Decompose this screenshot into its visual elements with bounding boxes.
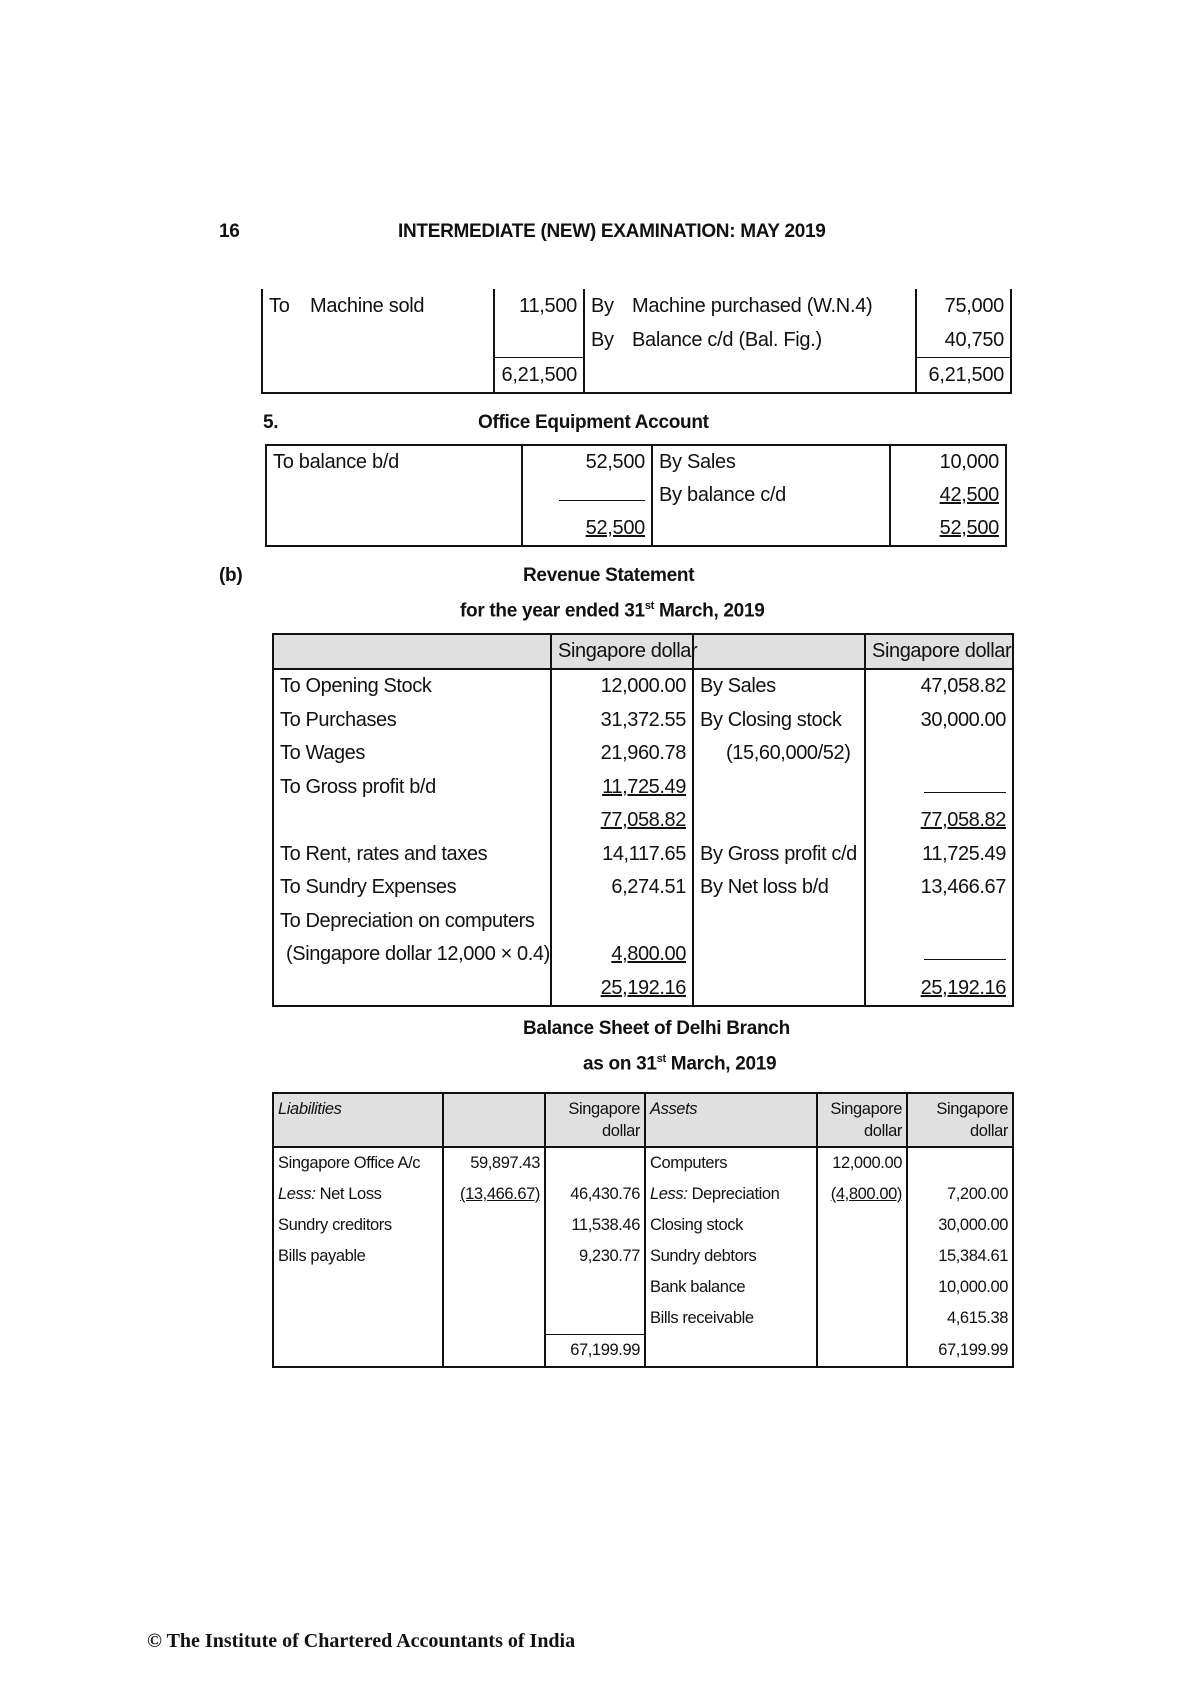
column-header: Singapore dollar: [551, 634, 693, 669]
cr-total: 52,500: [939, 517, 999, 539]
cr-item: By Closing stock: [693, 704, 865, 738]
dr-prefix: [262, 323, 304, 358]
dr-item: Machine sold: [310, 295, 425, 317]
dr-amount: 52,500: [522, 445, 652, 479]
dr-item: (Singapore dollar 12,000 × 0.4): [286, 943, 550, 965]
column-header: Singapore dollar: [817, 1093, 907, 1147]
balance-sheet: [272, 1092, 1014, 1368]
cr-subtotal: 77,058.82: [920, 809, 1006, 831]
dr-amount: 11,725.49: [602, 775, 686, 798]
column-header: Singapore dollar: [545, 1093, 645, 1147]
dr-total: 25,192.16: [600, 976, 686, 999]
table-row: [273, 669, 1013, 704]
column-header: Singapore dollar: [865, 634, 1013, 669]
cr-prefix: By: [584, 323, 626, 358]
dr-amount: 4,800.00: [611, 943, 686, 965]
table-row: [273, 1147, 1013, 1179]
dr-item: To Sundry Expenses: [280, 876, 457, 898]
column-header: Assets: [645, 1093, 817, 1147]
dr-amount: [494, 323, 584, 358]
cr-item: By Net loss b/d: [693, 871, 865, 905]
table-row: [273, 838, 1013, 872]
cr-total: 6,21,500: [916, 358, 1011, 394]
column-header: Singapore dollar: [907, 1093, 1013, 1147]
assets-total: 67,199.99: [907, 1335, 1013, 1368]
liability-item: Bills payable: [278, 1247, 366, 1265]
liability-item: Less: Net Loss: [278, 1185, 382, 1203]
dr-amount: 6,274.51: [551, 871, 693, 905]
revenue-statement: [272, 633, 1014, 1007]
cr-amount: 10,000: [890, 445, 1006, 479]
cr-item: By Sales: [693, 669, 865, 704]
cr-item: Balance c/d (Bal. Fig.): [632, 329, 822, 351]
liability-total: 46,430.76: [545, 1179, 645, 1210]
total-row: [273, 1335, 1013, 1368]
table-row: [273, 1303, 1013, 1335]
asset-item: Less: Depreciation: [645, 1179, 817, 1210]
machinery-account-continuation: [261, 289, 1012, 394]
cr-item: Machine purchased (W.N.4): [632, 295, 873, 317]
liability-amount: (13,466.67): [460, 1185, 540, 1203]
dr-subtotal: 77,058.82: [600, 809, 686, 831]
revenue-subtitle: for the year ended 31st March, 2019: [460, 600, 765, 622]
dr-item: To balance b/d: [273, 451, 399, 473]
section-number: 5.: [263, 412, 279, 433]
table-row: [273, 938, 1013, 972]
cr-prefix: By: [584, 289, 626, 323]
balance-sheet-title: Balance Sheet of Delhi Branch: [523, 1018, 790, 1039]
revenue-title: Revenue Statement: [523, 565, 695, 586]
liability-item: Singapore Office A/c: [278, 1154, 421, 1172]
dr-item: To Purchases: [280, 708, 397, 731]
table-row: [273, 737, 1013, 771]
office-equipment-account: [265, 444, 1007, 547]
table-row: [273, 771, 1013, 805]
dr-amount: 21,960.78: [551, 737, 693, 771]
cr-amount: 75,000: [916, 289, 1011, 323]
cr-total: 25,192.16: [920, 976, 1006, 999]
page-number: 16: [219, 221, 240, 242]
dr-item: To Opening Stock: [280, 675, 432, 697]
dr-total: 6,21,500: [494, 358, 584, 394]
asset-amount: (4,800.00): [830, 1185, 902, 1203]
total-row: [273, 972, 1013, 1007]
table-row: [262, 323, 1011, 358]
dr-item: [304, 323, 494, 358]
table-header: [273, 1093, 1013, 1147]
dr-item: To Wages: [280, 742, 365, 764]
liability-total: 11,538.46: [545, 1210, 645, 1241]
asset-amount: 12,000.00: [817, 1147, 907, 1179]
cr-item: By Gross profit c/d: [693, 838, 865, 872]
asset-total: 7,200.00: [907, 1179, 1013, 1210]
table-row: [273, 1210, 1013, 1241]
balance-sheet-subtitle: as on 31st March, 2019: [583, 1053, 777, 1075]
liability-item: Sundry creditors: [278, 1216, 392, 1234]
asset-total: 4,615.38: [907, 1303, 1013, 1335]
table-row: [266, 479, 1006, 512]
dr-amount: 31,372.55: [551, 704, 693, 738]
dr-item: To Depreciation on computers: [280, 909, 535, 932]
asset-total: 10,000.00: [907, 1272, 1013, 1303]
asset-item: Computers: [645, 1147, 817, 1179]
part-label: (b): [219, 565, 243, 586]
table-row: [273, 905, 1013, 939]
dr-item: To Gross profit b/d: [280, 775, 436, 798]
asset-item: Closing stock: [645, 1210, 817, 1241]
total-row: [262, 358, 1011, 394]
table-row: [273, 871, 1013, 905]
copyright-footer: © The Institute of Chartered Accountants of India: [147, 1630, 576, 1652]
office-equipment-title: Office Equipment Account: [478, 412, 709, 433]
table-header: [273, 634, 1013, 669]
table-row: [266, 445, 1006, 479]
subtotal-row: [273, 804, 1013, 838]
liability-total: 9,230.77: [545, 1241, 645, 1272]
table-row: [262, 289, 1011, 323]
dr-total: 52,500: [585, 517, 645, 539]
total-row: [266, 512, 1006, 546]
cr-amount: 13,466.67: [865, 871, 1013, 905]
liability-amount: 59,897.43: [443, 1147, 545, 1179]
column-header: Liabilities: [273, 1093, 443, 1147]
cr-amount: 40,750: [916, 323, 1011, 358]
asset-item: Bank balance: [645, 1272, 817, 1303]
asset-item: Sundry debtors: [645, 1241, 817, 1272]
dr-amount: 12,000.00: [551, 669, 693, 704]
cr-amount: 30,000.00: [865, 704, 1013, 738]
asset-item: Bills receivable: [645, 1303, 817, 1335]
cr-item: (15,60,000/52): [693, 737, 865, 771]
cr-amount: 47,058.82: [865, 669, 1013, 704]
table-row: [273, 1272, 1013, 1303]
asset-total: 30,000.00: [907, 1210, 1013, 1241]
asset-total: 15,384.61: [907, 1241, 1013, 1272]
table-row: [273, 1241, 1013, 1272]
table-row: [273, 1179, 1013, 1210]
table-row: [273, 704, 1013, 738]
exam-title: INTERMEDIATE (NEW) EXAMINATION: MAY 2019: [398, 221, 826, 242]
dr-item: To Rent, rates and taxes: [280, 842, 488, 865]
dr-amount: 11,500: [494, 289, 584, 323]
liabilities-total: 67,199.99: [545, 1335, 645, 1368]
cr-amount: 42,500: [939, 484, 999, 506]
dr-amount: 14,117.65: [551, 838, 693, 872]
cr-item: By balance c/d: [652, 479, 890, 512]
cr-item: By Sales: [652, 445, 890, 479]
dr-prefix: To: [262, 289, 304, 323]
cr-amount: 11,725.49: [865, 838, 1013, 872]
